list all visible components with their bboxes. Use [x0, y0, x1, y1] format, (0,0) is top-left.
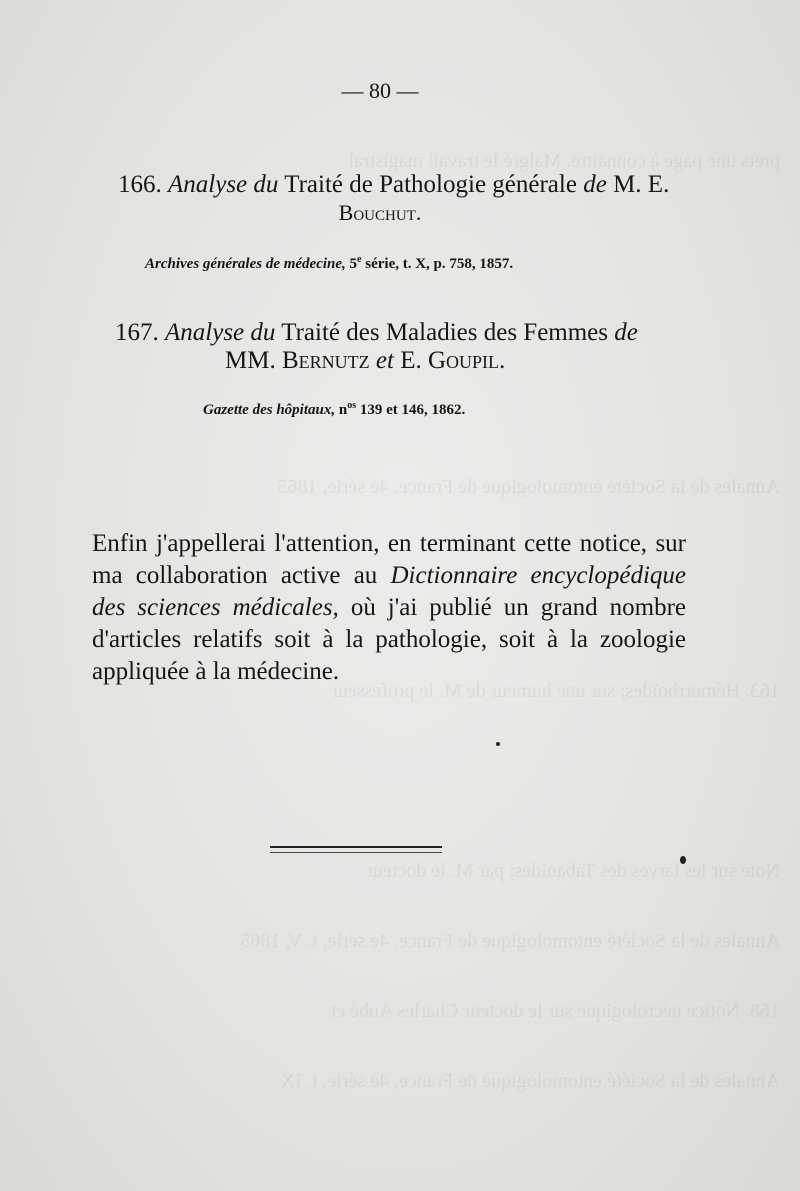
bleed-through: prets une page à connaitre. Malgré le travail magistral: [348, 150, 780, 172]
bleed-through: 163. Hémorrhoïdes; sur une humeur de M. le professeur: [331, 680, 780, 702]
entry-number: 167.: [115, 319, 159, 346]
source-no-sup: os: [347, 400, 357, 411]
source-no: n: [338, 402, 348, 418]
entry-de: de: [583, 171, 607, 198]
entry-du: du: [253, 171, 279, 198]
ink-dot: [496, 742, 500, 746]
entry-166-title: [118, 170, 678, 200]
page-number: — 80 —: [341, 78, 419, 103]
source-details: série, t. X, p. 758, 1857.: [365, 256, 514, 272]
author2-name: Goupil.: [427, 347, 506, 374]
ink-dot: [680, 856, 686, 864]
entry-treatise: Traité des Maladies des Femmes: [281, 319, 609, 346]
source-series: 5: [349, 256, 358, 272]
author2-prefix: E.: [400, 347, 422, 374]
dictionary-title: Dictionnaire encyclopédique des sciences médicales,: [92, 562, 686, 621]
bleed-through: Annales de la Société entomologique de France, 4e série, t. V, 1865: [240, 930, 780, 952]
bleed-through: Note sur les larves des Tabanides; par M. le docteur: [366, 860, 780, 882]
entry-analysis: Analyse: [168, 171, 248, 198]
entry-167-authors: [225, 346, 645, 376]
closing-part1: Enfin j'appellerai l'attention, en terminant cette notice, sur ma collaboration active au: [92, 530, 686, 589]
entry-de: de: [614, 319, 638, 346]
closing-paragraph: [92, 528, 686, 688]
separator-rule: [270, 846, 442, 853]
entry-166-source: [145, 254, 513, 273]
bleed-through: 168. Notice nécrologique sur le docteur Charles Aubé et: [330, 1000, 780, 1022]
bleed-through: Annales de la Société entomologique de France, 4e série, t. IX: [280, 1070, 780, 1092]
entry-treatise: Traité de Pathologie générale: [284, 171, 577, 198]
entry-du: du: [250, 319, 276, 346]
author-et: et: [375, 347, 394, 374]
closing-part2: où j'ai publié un grand nombre d'articles relatifs soit à la pathologie, soit à la zoologie appliquée à la médecine.: [92, 594, 687, 685]
source-details: 139 et 146, 1862.: [359, 402, 466, 418]
author1-name: Bernutz: [281, 347, 370, 374]
entry-166-author: Bouchut.: [338, 200, 422, 225]
entry-number: 166.: [118, 171, 162, 198]
source-journal: Archives générales de médecine,: [145, 256, 346, 272]
bleed-through: Annales de la Société entomologique de France, 4e série, 1865: [277, 476, 780, 498]
entry-analysis: Analyse: [165, 319, 245, 346]
entry-167-source: [203, 400, 465, 419]
source-journal: Gazette des hôpitaux,: [203, 402, 336, 418]
author1-prefix: MM.: [225, 347, 276, 374]
entry-167-title: [115, 318, 695, 348]
entry-author-prefix: M. E.: [613, 171, 670, 198]
source-series-sup: e: [357, 254, 362, 265]
